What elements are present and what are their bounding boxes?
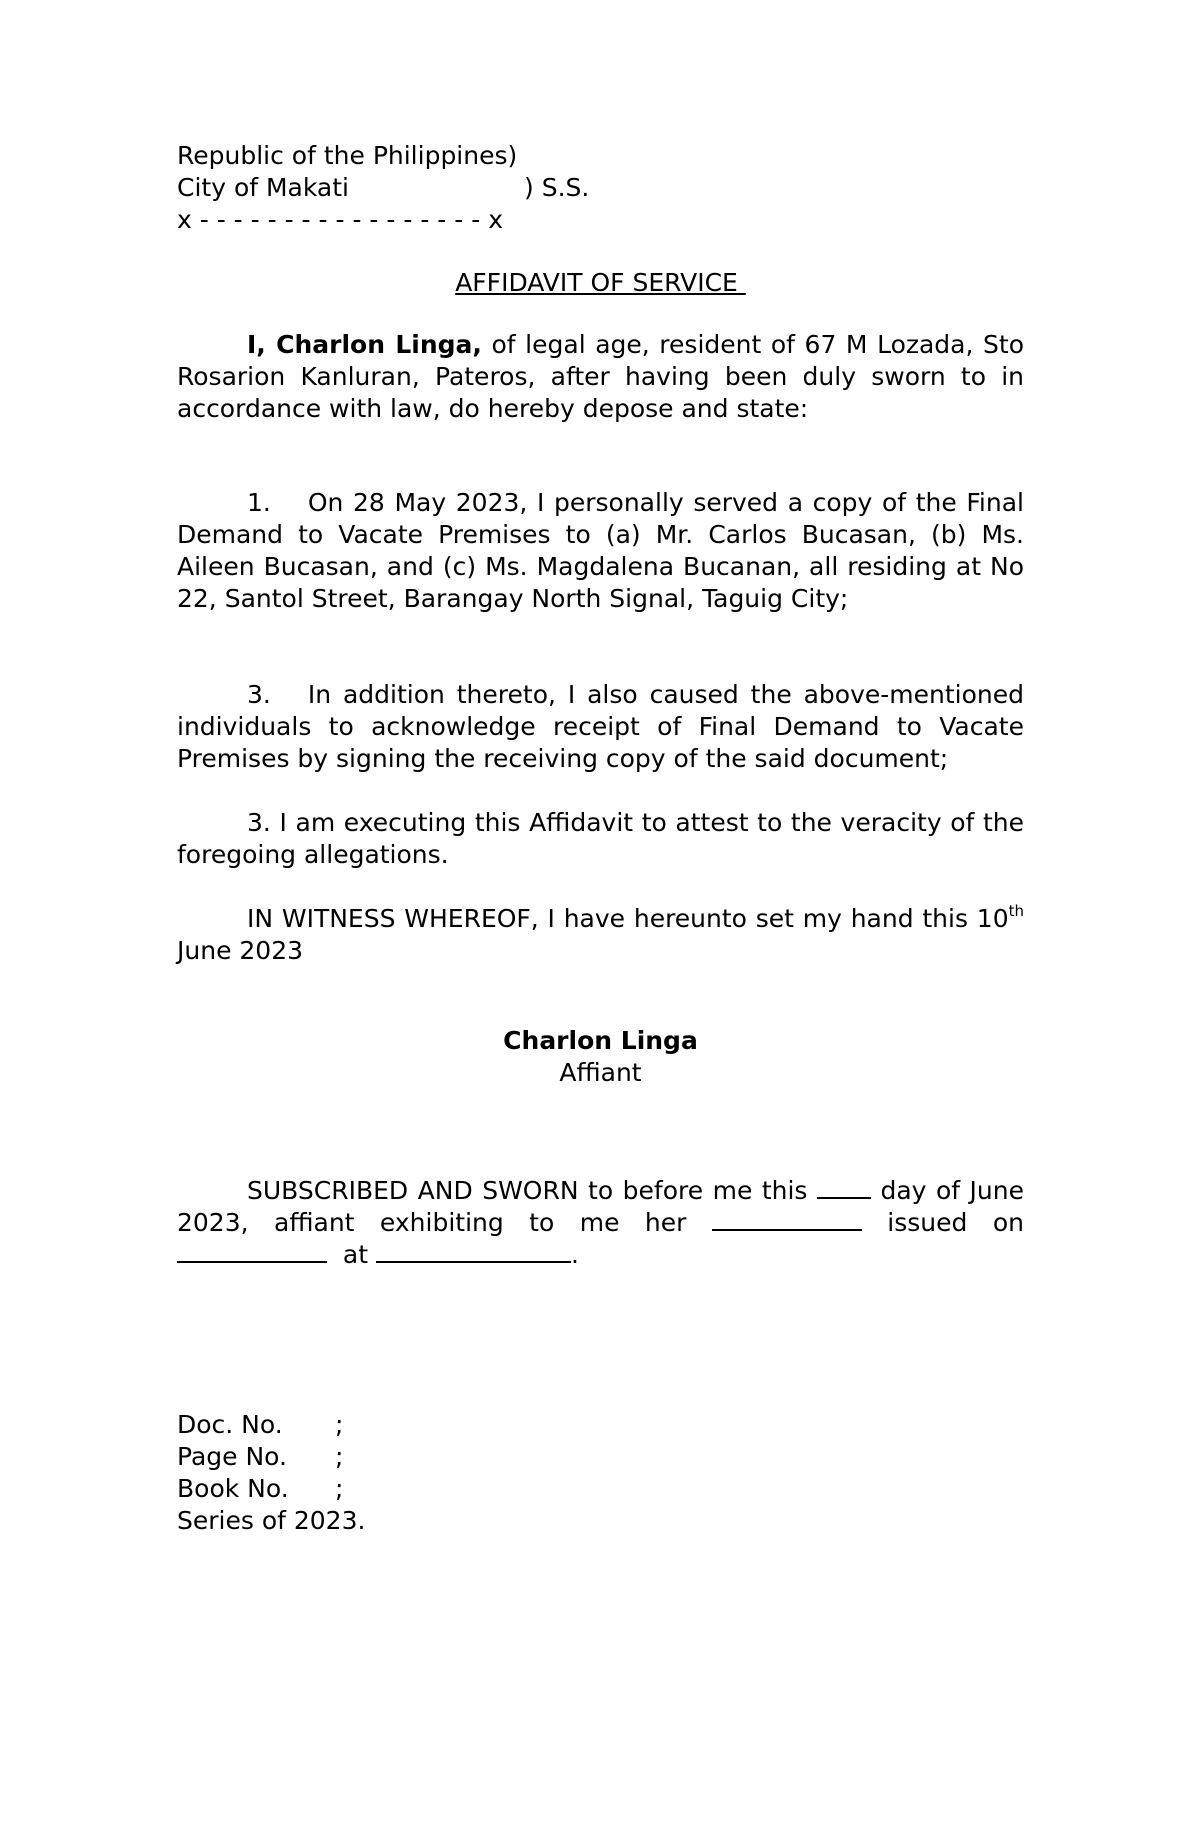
jurat-part4: at xyxy=(327,1240,376,1269)
signature-name: Charlon Linga xyxy=(503,1026,698,1055)
blank-issue-place xyxy=(376,1239,571,1263)
caption-separator: x - - - - - - - - - - - - - - - - - x xyxy=(177,205,503,234)
paragraph-1 xyxy=(177,487,1024,615)
document-title: AFFIDAVIT OF SERVICE xyxy=(455,268,746,297)
caption-city: City of Makati xyxy=(177,173,349,202)
paragraph-3-text: I am executing this Affidavit to attest to the veracity of the foregoing allegations. xyxy=(177,808,1025,869)
paragraph-3 xyxy=(177,807,1024,871)
caption-city-row xyxy=(177,172,1024,204)
book-no-label: Book No. xyxy=(177,1474,289,1503)
jurat-part5: . xyxy=(570,1240,579,1269)
jurat-part1: SUBSCRIBED AND SWORN to before me this xyxy=(247,1176,817,1205)
paragraph-1-text: On 28 May 2023, I personally served a copy of the Final Demand to Vacate Premises to (a) Mr. Carlos Bucasan, (b) Ms. Aileen Bucasan, and (c) Ms. Magdalena Bucanan, all residing at No 22, Santol Street, Barangay North Signal, Taguig City; xyxy=(177,488,1024,613)
paragraph-2 xyxy=(177,679,1024,775)
witness-text-after: June 2023 xyxy=(177,936,304,965)
affiant-intro-name: I, Charlon Linga, xyxy=(247,330,482,359)
notarial-register xyxy=(177,1409,1024,1537)
doc-no-semicolon: ; xyxy=(335,1410,344,1439)
blank-issue-date xyxy=(177,1239,327,1263)
page-no-label: Page No. xyxy=(177,1442,287,1471)
witness-sup: th xyxy=(1008,901,1024,920)
signature-role: Affiant xyxy=(559,1058,642,1087)
intro-text: of legal age, resident of 67 M Lozada, Sto Rosarion Kanluran, Pateros, after having been duly sworn to in accordance with law, do hereby depose and state: xyxy=(177,330,1024,423)
doc-no-label: Doc. No. xyxy=(177,1410,283,1439)
doc-no-row xyxy=(177,1409,1024,1441)
intro-paragraph xyxy=(177,329,1024,425)
witness-text-before: IN WITNESS WHEREOF, I have hereunto set my hand this 10 xyxy=(247,904,1009,933)
witness-paragraph xyxy=(177,903,1024,967)
affidavit-page xyxy=(177,140,1024,1537)
paragraph-2-text: In addition thereto, I also caused the above-mentioned individuals to acknowledge receipt of Final Demand to Vacate Premises by signing the receiving copy of the said document; xyxy=(177,680,1024,773)
book-no-semicolon: ; xyxy=(335,1474,344,1503)
signature-block xyxy=(177,1025,1024,1089)
paragraph-2-number: 3. xyxy=(247,680,271,709)
blank-id-type xyxy=(712,1207,862,1231)
series-line: Series of 2023. xyxy=(177,1506,366,1535)
caption-ss: ) S.S. xyxy=(524,173,590,202)
jurat-paragraph xyxy=(177,1175,1024,1271)
page-no-semicolon: ; xyxy=(335,1442,344,1471)
book-no-row xyxy=(177,1473,1024,1505)
jurat-part3: issued on xyxy=(861,1208,1024,1237)
caption-country: Republic of the Philippines) xyxy=(177,141,518,170)
blank-day xyxy=(817,1175,871,1199)
paragraph-1-number: 1. xyxy=(247,488,271,517)
jurat-part2: day of June 2023, affiant exhibiting to me her xyxy=(177,1176,1024,1237)
page-no-row xyxy=(177,1441,1024,1473)
paragraph-3-number: 3. xyxy=(247,808,271,837)
